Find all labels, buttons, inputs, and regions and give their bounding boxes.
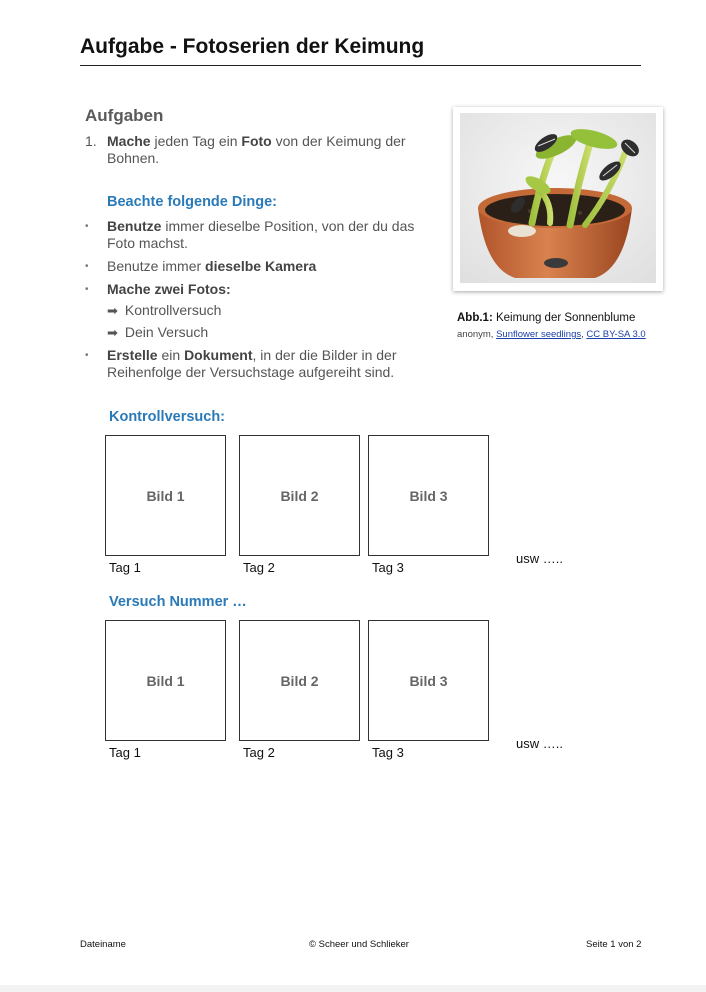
continuation-label: usw …..: [516, 551, 563, 566]
beachte-heading: Beachte folgende Dinge:: [107, 194, 277, 210]
continuation-label: usw …..: [516, 736, 563, 751]
sub-item-dein-versuch: ➡ Dein Versuch: [107, 324, 209, 340]
versuch-heading: Versuch Nummer …: [109, 594, 247, 610]
bullet-item-dokument: • Erstelle ein Dokument, in der die Bilder in der Reihenfolge der Versuchstage aufgereiht sind.: [85, 347, 397, 380]
bullet-dot: •: [85, 221, 89, 232]
arrow-right-icon: ➡: [107, 325, 118, 340]
page-edge: [0, 985, 706, 992]
photo-placeholder-box: Bild 3: [368, 435, 489, 556]
photo-placeholder-box: Bild 2: [239, 620, 360, 741]
license-link[interactable]: CC BY-SA 3.0: [586, 329, 646, 340]
page-title: Aufgabe - Fotoserien der Keimung: [80, 34, 641, 66]
day-label: Tag 2: [243, 560, 275, 575]
task-text: Mache jeden Tag ein Foto von der Keimung der Bohnen.: [107, 133, 406, 166]
task-item: [85, 133, 435, 167]
footer-copyright: © Scheer und Schlieker: [309, 939, 409, 950]
source-link[interactable]: Sunflower seedlings: [496, 329, 582, 340]
sub-item-kontrollversuch: ➡ Kontrollversuch: [107, 302, 222, 318]
photo-placeholder-box: Bild 1: [105, 435, 226, 556]
bullet-dot: •: [85, 284, 89, 295]
arrow-right-icon: ➡: [107, 303, 118, 318]
photo-placeholder-box: Bild 3: [368, 620, 489, 741]
figure-credit: anonym, Sunflower seedlings, CC BY-SA 3.0: [457, 329, 646, 340]
day-label: Tag 2: [243, 745, 275, 760]
day-label: Tag 1: [109, 560, 141, 575]
task-number: 1.: [85, 133, 97, 149]
day-label: Tag 3: [372, 745, 404, 760]
kontrollversuch-heading: Kontrollversuch:: [109, 409, 226, 425]
sunflower-seedlings-image: [460, 113, 656, 283]
bullet-item-position: • Benutze immer dieselbe Position, von der du das Foto machst.: [85, 218, 415, 251]
footer-page-number: Seite 1 von 2: [586, 939, 642, 950]
bullet-item-kamera: • Benutze immer dieselbe Kamera: [85, 258, 317, 274]
bullet-dot: •: [85, 350, 89, 361]
sunflower-seedlings-illustration: [460, 113, 656, 283]
bullet-dot: •: [85, 261, 89, 272]
photo-placeholder-box: Bild 1: [105, 620, 226, 741]
sunflower-photo: [453, 107, 663, 291]
day-label: Tag 3: [372, 560, 404, 575]
day-label: Tag 1: [109, 745, 141, 760]
photo-placeholder-box: Bild 2: [239, 435, 360, 556]
footer-filename: Dateiname: [80, 939, 126, 950]
bullet-item-fotos: • Mache zwei Fotos:: [85, 281, 231, 297]
aufgaben-heading: Aufgaben: [85, 106, 164, 125]
figure-caption: Abb.1: Keimung der Sonnenblume: [457, 312, 636, 324]
